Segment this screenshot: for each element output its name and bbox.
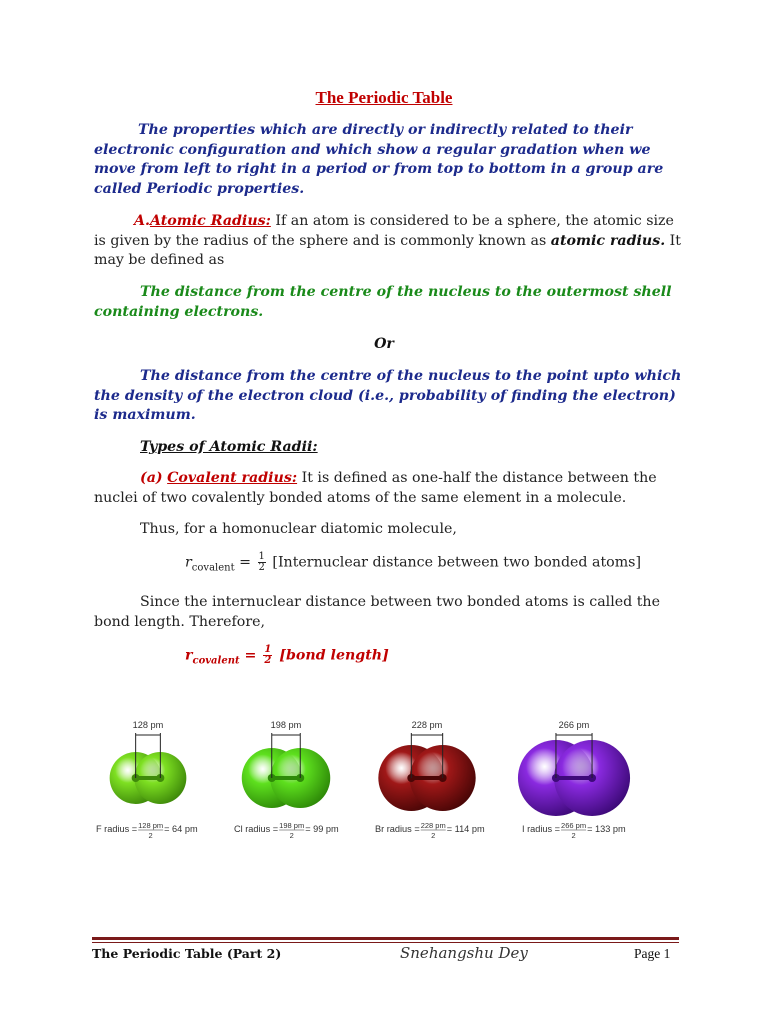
footer-doc-title: The Periodic Table (Part 2) bbox=[92, 946, 282, 961]
radius-caption-post: = 133 pm bbox=[587, 824, 626, 834]
radius-caption-pre: Br radius = bbox=[375, 824, 420, 834]
molecule-2 bbox=[375, 720, 485, 840]
formula-2-eq: = bbox=[239, 647, 262, 664]
atomic-radius-paragraph bbox=[94, 212, 684, 271]
bond-length-label: 228 pm bbox=[411, 720, 443, 730]
thus-text: Thus, for a homonuclear diatomic molecule, bbox=[140, 521, 457, 537]
or-label: Or bbox=[374, 336, 394, 352]
formula-2-num: 1 bbox=[264, 644, 272, 655]
bond-length-label: 266 pm bbox=[558, 720, 590, 730]
formula-1-eq: = bbox=[234, 554, 256, 571]
footer-rule-thin bbox=[92, 942, 679, 943]
section-prefix: A. bbox=[134, 213, 150, 229]
definition-1: The distance from the centre of the nucleus to the outermost shell containing electrons. bbox=[94, 284, 672, 320]
atomic-radius-text-1: If an atom is considered to be a sphere, the atomic size is given by the radius of the sphere and is commonly known as bbox=[94, 213, 674, 249]
formula-1-rest: [Internuclear distance between two bonded atoms] bbox=[267, 554, 641, 571]
footer-page-number: Page 1 bbox=[634, 946, 671, 961]
atomic-radius-term: atomic radius. bbox=[550, 232, 666, 249]
radius-caption-post: = 114 pm bbox=[446, 824, 485, 834]
radius-caption-den: 2 bbox=[431, 831, 436, 840]
atomic-radius-heading: Atomic Radius: bbox=[149, 213, 271, 229]
molecule-3 bbox=[518, 720, 630, 840]
since-text: Since the internuclear distance between two bonded atoms is called the bond length. Therefore, bbox=[94, 594, 660, 630]
molecule-0 bbox=[96, 720, 198, 840]
formula-covalent-1 bbox=[185, 552, 641, 573]
formula-2-rest: [bond length] bbox=[274, 647, 389, 664]
bond-length-label: 198 pm bbox=[270, 720, 302, 730]
intro-paragraph: The properties which are directly or indirectly related to their electronic configuration and which show a regular gradation when we move from left to right in a period or from top to bottom in a group are called Periodic properties. bbox=[94, 122, 664, 197]
footer-author: Snehangshu Dey bbox=[400, 944, 528, 962]
radius-caption-den: 2 bbox=[148, 831, 153, 840]
covalent-text: It is defined as one-half the distance between the nuclei of two covalently bonded atoms of the same element in a molecule. bbox=[94, 470, 657, 506]
covalent-paragraph bbox=[94, 469, 684, 508]
radius-caption-num: 198 pm bbox=[279, 821, 305, 830]
covalent-label: (a) bbox=[140, 470, 163, 486]
formula-1-fraction bbox=[258, 552, 266, 573]
radius-caption-pre: I radius = bbox=[522, 824, 561, 834]
footer-rule-thick bbox=[92, 937, 679, 940]
definition-2: The distance from the centre of the nucleus to the point upto which the density of the electron cloud (i.e., probability of finding the electron) is maximum. bbox=[94, 368, 682, 424]
formula-1-den: 2 bbox=[258, 562, 265, 573]
page-title: The Periodic Table bbox=[315, 88, 453, 107]
formula-2-den: 2 bbox=[264, 655, 272, 666]
types-heading: Types of Atomic Radii: bbox=[140, 439, 318, 455]
formula-2-r: r bbox=[185, 647, 193, 664]
atomic-radius-text-2: It may be defined as bbox=[94, 232, 681, 269]
radius-caption-post: = 64 pm bbox=[164, 824, 198, 834]
radius-caption-den: 2 bbox=[571, 831, 576, 840]
radius-caption-pre: F radius = bbox=[96, 824, 138, 834]
covalent-heading: Covalent radius: bbox=[167, 470, 298, 486]
bond-length-label: 128 pm bbox=[132, 720, 164, 730]
formula-1-r: r bbox=[185, 554, 192, 571]
molecule-1 bbox=[234, 720, 339, 840]
formula-2-sub: covalent bbox=[192, 655, 240, 667]
radius-caption-num: 228 pm bbox=[420, 821, 446, 830]
radius-caption-post: = 99 pm bbox=[305, 824, 339, 834]
molecule-illustration bbox=[90, 715, 670, 845]
radius-caption-num: 266 pm bbox=[561, 821, 587, 830]
formula-2-fraction bbox=[263, 645, 272, 666]
formula-1-sub: covalent bbox=[191, 562, 235, 574]
radius-caption-pre: Cl radius = bbox=[234, 824, 279, 834]
radius-caption-num: 128 pm bbox=[138, 821, 164, 830]
radius-caption-den: 2 bbox=[289, 831, 294, 840]
formula-covalent-2 bbox=[185, 645, 389, 666]
formula-1-num: 1 bbox=[258, 551, 265, 562]
